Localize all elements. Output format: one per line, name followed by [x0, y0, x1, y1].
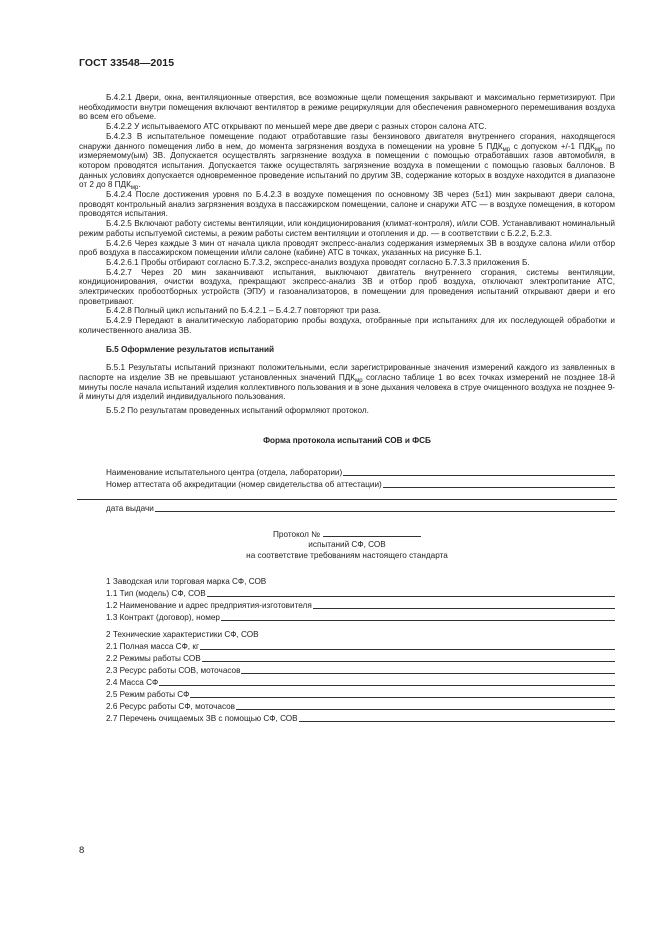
form-group-1 — [79, 575, 615, 623]
form-item-label: 1.2 Наименование и адрес предприятия-изготовителя — [106, 601, 312, 611]
field-line — [159, 677, 615, 686]
form-item-label: 2.1 Полная масса СФ, кг — [106, 642, 199, 652]
field-line — [299, 713, 615, 722]
field-blank-line — [76, 490, 617, 502]
protocol-number-blank — [323, 528, 421, 537]
paragraph-b4-2-6: Б.4.2.6 Через каждые 3 мин от начала цикла проводят экспресс-анализ содержания измеряемых ЗВ в воздухе салона и/или отбор проб воздуха в пассажирском помещении и/или салоне (кабине) АТС в точках, указанных на рисунке Б.1. — [79, 238, 615, 258]
form-item-label: 2.7 Перечень очищаемых ЗВ с помощью СФ, СОВ — [106, 714, 298, 724]
field-line — [190, 689, 615, 698]
form-item-label: 2.4 Масса СФ — [106, 678, 159, 688]
protocol-tests-line: испытаний СФ, СОВ — [308, 540, 386, 549]
document-body — [79, 93, 615, 724]
field-line — [241, 665, 615, 674]
form-item — [106, 575, 615, 587]
form-item-label: 2.3 Ресурс работы СОВ, моточасов — [106, 666, 241, 676]
paragraph-b4-2-1: Б.4.2.1 Двери, окна, вентиляционные отверстия, все возможные щели помещения закрывают и максимально герметизируют. При необходимости внутри помещения включают вентилятор в режиме рециркуляции для обеспечения равномерного перемешивания воздуха во всем его объеме. — [79, 93, 615, 122]
page-number: 8 — [79, 845, 85, 856]
form-item-label: 1.1 Тип (модель) СФ, СОВ — [106, 589, 206, 599]
field-line — [383, 479, 615, 488]
form-item-label: 1 Заводская или торговая марка СФ, СОВ — [106, 577, 267, 587]
paragraph-b5-1: Б.5.1 Результаты испытаний признают положительными, если зарегистрированные значения измерений каждого из заявленных в паспорте на изделие ЗВ не превышают установленных значений $ПДК_{мр}$ согласно таблице 1 во всех точках измерений не позднее 18-й минуты после начала испытаний изделия коллективного пользования и в зоне дыхания человека в струе очищенного воздуха не позднее 9-й минуты для изделий индивидуального пользования. — [79, 363, 616, 402]
paragraph-b4-2-4: Б.4.2.4 После достижения уровня по Б.4.2.3 в воздухе помещения по основному ЗВ через (5±1) мин закрывают двери салона, проводят контрольный анализ загрязнения воздуха в пассажирском помещении, салоне и снаружи АТС — в воздухе помещения, в котором проводятся испытания. — [79, 190, 615, 219]
protocol-number-line: Протокол № — [79, 528, 615, 541]
form-item — [106, 676, 615, 688]
paragraph-b4-2-2: Б.4.2.2 У испытываемого АТС открывают по меньшей мере две двери с разных сторон салона АТС. — [106, 122, 487, 132]
form-item — [106, 628, 615, 640]
paragraph-b5-2: Б.5.2 По результатам проведенных испытаний оформляют протокол. — [106, 406, 369, 416]
field-line — [236, 701, 615, 710]
form-item — [106, 587, 615, 599]
form-item-label: 2.6 Ресурс работы СФ, моточасов — [106, 702, 236, 712]
field-line — [343, 467, 615, 476]
field-line — [207, 588, 615, 597]
form-item — [106, 664, 615, 676]
field-issue-date: дата выдачи — [79, 502, 615, 514]
page-header-title: ГОСТ 33548—2015 — [79, 57, 175, 69]
section-heading-b5: Б.5 Оформление результатов испытаний — [106, 344, 275, 354]
field-line — [200, 641, 615, 650]
paragraph-b4-2-9: Б.4.2.9 Передают в аналитическую лабораторию пробы воздуха, отобранные при испытаниях для их последующей обработки и количественного анализа ЗВ. — [79, 316, 615, 335]
form-item-label: 2 Технические характеристики СФ, СОВ — [106, 630, 259, 640]
form-group-2 — [79, 628, 615, 724]
field-test-center-name: Наименование испытательного центра (отдела, лаборатории) — [79, 466, 615, 478]
paragraph-b4-2-5: Б.4.2.5 Включают работу системы вентиляции, или кондиционирования (климат-контроля), и/или СОВ. Устанавливают номинальный режим работы испытуемой системы, а режим работы систем вентиляции и отопления и др. — в соответствии с Б.2.2, Б.2.3. — [79, 219, 615, 238]
form-item — [106, 712, 615, 724]
form-item — [106, 599, 615, 611]
field-line — [313, 600, 615, 609]
field-line — [221, 612, 615, 621]
protocol-compliance-line: на соответствие требованиям настоящего стандарта — [246, 550, 448, 560]
form-item-label: 2.5 Режим работы СФ — [106, 690, 190, 700]
field-line — [202, 653, 615, 662]
paragraph-b4-2-7: Б.4.2.7 Через 20 мин заканчивают испытания, выключают двигатель внутреннего сгорания, системы вентиляции, кондиционирования, очистки воздуха, прекращают экспресс-анализ ЗВ и отбор проб воздуха, отключают электропитание АТС, электрических пробоотборных устройств (ЭПУ) и газоанализаторов, в помещении для проведения испытаний открывают двери и его проветривают. — [79, 267, 615, 306]
paragraph-b4-2-8: Б.4.2.8 Полный цикл испытаний по Б.4.2.1 – Б.4.2.7 повторяют три раза. — [106, 306, 381, 316]
form-item-label: 2.2 Режимы работы СОВ — [106, 654, 201, 664]
field-line — [77, 491, 617, 500]
form-item — [106, 611, 615, 623]
form-item-label: 1.3 Контракт (договор), номер — [106, 613, 220, 623]
form-item — [106, 700, 615, 712]
field-accreditation-number: Номер аттестата об аккредитации (номер свидетельства об аттестации) — [79, 478, 615, 490]
form-item — [106, 640, 615, 652]
field-line — [155, 503, 615, 512]
paragraph-b4-2-3: Б.4.2.3 В испытательное помещение подают отработавшие газы бензинового двигателя внутреннего сгорания, находящегося снаружи данного помещения либо в нем, до момента загрязнения воздуха в помещении на уровне 5 $ПДК_{мр}$ с допуском +/-1 $ПДК_{мр}$ по измеряемому(ым) ЗВ. Допускается осуществлять загрязнение воздуха в помещении с помощью отработавших газов автомобиля, в котором проводятся испытания. Допускается также осуществлять загрязнение воздуха в помещении с помощью газовых баллонов. В данных условиях допускается одновременное проведение испытаний по другим ЗВ, содержание которых в воздухе находится в диапазоне от 2 до 8 $ПДК_{мр}$. — [79, 131, 615, 192]
form-item — [106, 652, 615, 664]
protocol-form-title: Форма протокола испытаний СОВ и ФСБ — [263, 435, 431, 445]
paragraph-b4-2-6-1: Б.4.2.6.1 Пробы отбирают согласно Б.7.3.2, экспресс-анализ воздуха проводят согласно Б.7.3.3 приложения Б. — [106, 257, 530, 267]
form-item — [106, 688, 615, 700]
